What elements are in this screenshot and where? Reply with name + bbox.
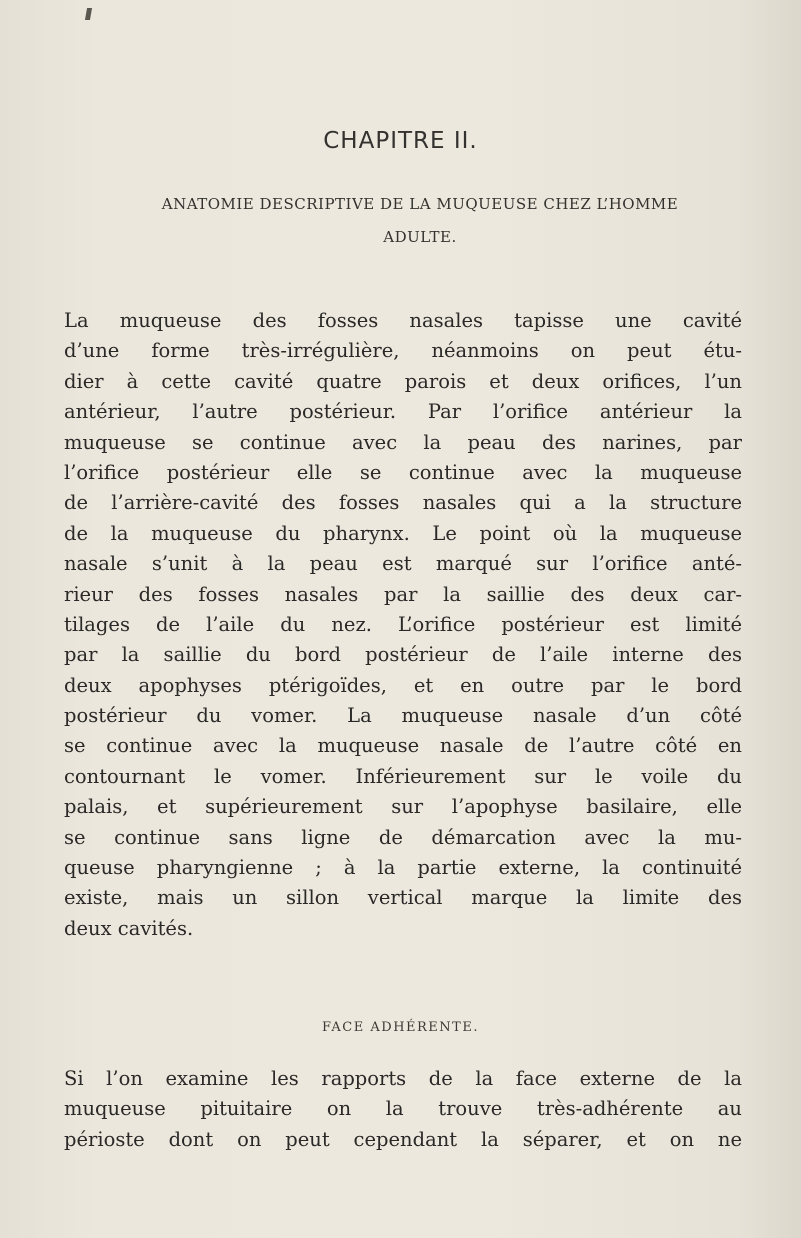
text-line: La muqueuse des fosses nasales tapisse une cavité bbox=[64, 309, 742, 332]
section-heading-line-2: ADULTE. bbox=[383, 228, 457, 246]
text-line: par la saillie du bord postérieur de l’aile interne des bbox=[64, 643, 742, 667]
text-line: Si l’on examine les rapports de la face externe de la bbox=[64, 1067, 742, 1090]
text-line: queuse pharyngienne ; à la partie externe, la continuité bbox=[64, 856, 742, 880]
text-line: contournant le vomer. Inférieurement sur le voile du bbox=[64, 764, 742, 788]
text-line: existe, mais un sillon vertical marque la limite des bbox=[64, 886, 742, 910]
text-line: muqueuse se continue avec la peau des narines, par bbox=[64, 430, 742, 454]
text-line: nasale s’unit à la peau est marqué sur l’orifice anté- bbox=[64, 552, 742, 576]
text-line: postérieur du vomer. La muqueuse nasale d’un côté bbox=[64, 704, 742, 728]
text-line: dier à cette cavité quatre parois et deux orifices, l’un bbox=[64, 369, 742, 393]
text-line: de la muqueuse du pharynx. Le point où la muqueuse bbox=[64, 521, 742, 545]
section-heading-line-1: ANATOMIE DESCRIPTIVE DE LA MUQUEUSE CHEZ L’HOMME bbox=[161, 195, 679, 213]
paragraph-face-adherente bbox=[64, 1064, 742, 1155]
text-line: de l’arrière-cavité des fosses nasales qui a la structure bbox=[64, 491, 742, 515]
print-mark bbox=[85, 8, 92, 20]
text-line: rieur des fosses nasales par la saillie des deux car- bbox=[64, 582, 742, 606]
text-line: antérieur, l’autre postérieur. Par l’orifice antérieur la bbox=[64, 400, 742, 424]
text-line: deux cavités. bbox=[64, 916, 194, 940]
text-line: périoste dont on peut cependant la séparer, et on ne bbox=[64, 1127, 742, 1151]
paragraph-anatomy bbox=[64, 306, 742, 944]
text-line: tilages de l’aile du nez. L’orifice postérieur est limité bbox=[64, 612, 742, 636]
text-line: d’une forme très-irrégulière, néanmoins on peut étu- bbox=[64, 339, 742, 363]
text-line: se continue sans ligne de démarcation avec la mu- bbox=[64, 825, 742, 849]
text-line: deux apophyses ptérigoïdes, et en outre par le bord bbox=[64, 673, 742, 697]
chapter-title: CHAPITRE II. bbox=[323, 128, 478, 154]
section-heading bbox=[140, 188, 700, 254]
subsection-heading: FACE ADHÉRENTE. bbox=[322, 1020, 479, 1035]
text-line: muqueuse pituitaire on la trouve très-adhérente au bbox=[64, 1097, 742, 1121]
text-line: l’orifice postérieur elle se continue avec la muqueuse bbox=[64, 460, 742, 484]
text-line: palais, et supérieurement sur l’apophyse basilaire, elle bbox=[64, 795, 742, 819]
text-line: se continue avec la muqueuse nasale de l’autre côté en bbox=[64, 734, 742, 758]
